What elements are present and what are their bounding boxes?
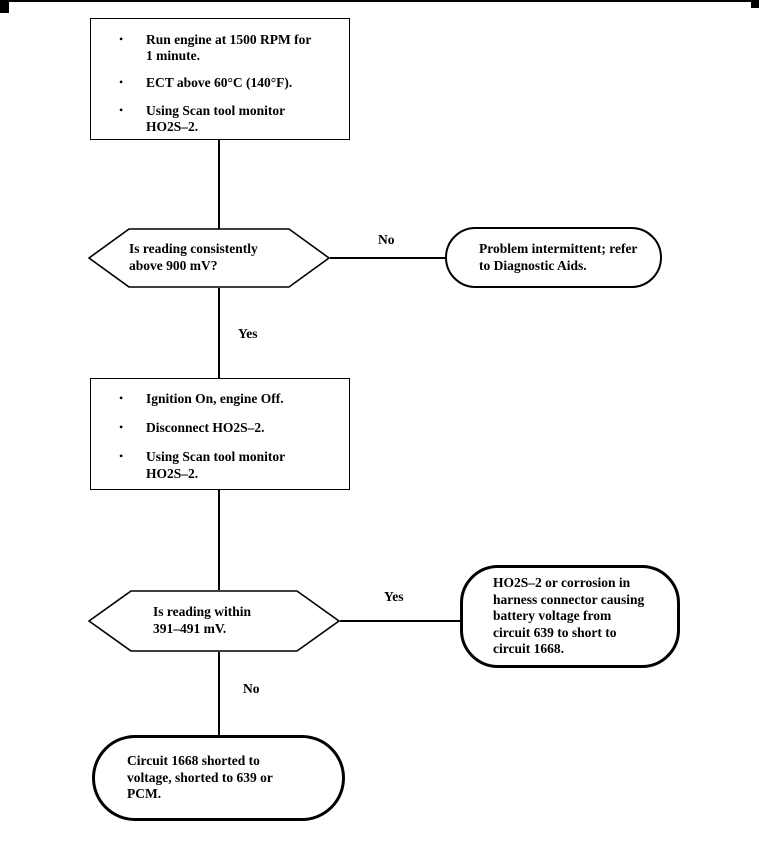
decision-text: Is reading consistently above 900 mV?: [129, 241, 258, 273]
decision-reading-above-900mv: [88, 228, 330, 288]
process-box-ignition-on: [90, 378, 350, 490]
bullet-text: ECT above 60°C (140°F).: [146, 75, 293, 91]
list-item: [119, 75, 341, 91]
connector-box1-decision1: [218, 140, 220, 229]
bullet-icon: •: [119, 75, 124, 90]
bullet-text: Using Scan tool monitor HO2S–2.: [146, 102, 285, 134]
list-item: [119, 391, 341, 407]
bullet-text: Ignition On, engine Off.: [146, 391, 284, 406]
list-item: [119, 449, 341, 481]
process-box-run-engine: [90, 18, 350, 140]
bullet-icon: •: [119, 420, 124, 435]
bullet-icon: •: [119, 449, 124, 464]
terminal-circuit-1668-shorted: [92, 735, 345, 821]
bullet-icon: •: [119, 391, 124, 405]
list-item: [119, 32, 341, 64]
bullet-text: Using Scan tool monitor HO2S–2.: [146, 449, 285, 481]
scan-artifact-right: [751, 0, 759, 8]
bullet-icon: •: [119, 32, 124, 46]
connector-decision2-terminal3: [218, 652, 220, 735]
terminal-text: Problem intermittent; refer to Diagnostic Aids.: [479, 241, 638, 273]
connector-decision1-box2: [218, 288, 220, 378]
terminal-problem-intermittent: [445, 227, 662, 288]
terminal-text: Circuit 1668 shorted to voltage, shorted to 639 or PCM.: [127, 753, 273, 802]
yes-label-decision1: Yes: [238, 326, 258, 341]
bullet-text: Disconnect HO2S–2.: [146, 420, 265, 436]
no-label-decision2: No: [243, 681, 260, 696]
decision-reading-within-range: [88, 590, 340, 652]
list-item: [119, 420, 341, 436]
bottom-rule: [0, 0, 759, 2]
bullet-icon: •: [119, 102, 124, 117]
yes-label-decision2: Yes: [384, 589, 404, 604]
bullet-text: Run engine at 1500 RPM for 1 minute.: [146, 32, 312, 64]
terminal-ho2s-corrosion: [460, 565, 680, 668]
connector-decision2-terminal2: [340, 620, 460, 622]
list-item: [119, 103, 341, 135]
no-label-decision1: No: [378, 232, 395, 247]
terminal-text: HO2S–2 or corrosion in harness connector causing battery voltage from circuit 639 to short to circuit 1668.: [493, 575, 645, 657]
scan-artifact-left: [0, 0, 9, 13]
connector-decision1-terminal1: [330, 257, 445, 259]
connector-box2-decision2: [218, 490, 220, 590]
decision-text: Is reading within 391–491 mV.: [153, 604, 252, 636]
